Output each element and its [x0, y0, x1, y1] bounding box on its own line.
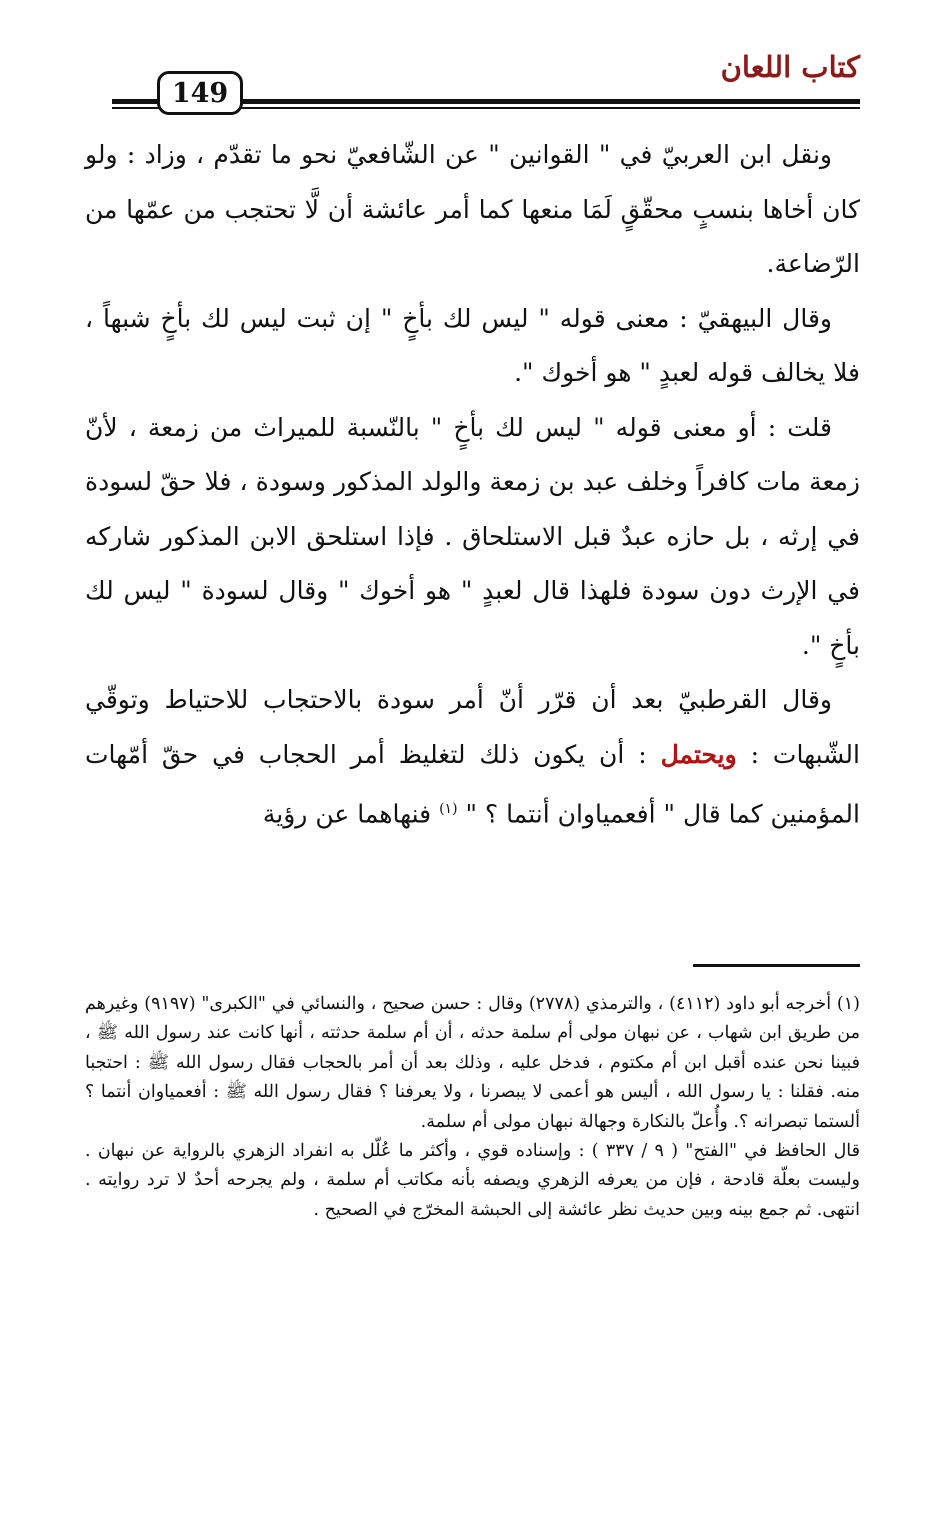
footnote-1-continuation: قال الحافظ في "الفتح" ( ٩ / ٣٣٧ ) : وإسناده قوي ، وأكثر ما عُلّل به انفراد الزهري بالرواية عن نبهان . وليست بعلّة قادحة ، فإن من يعرفه الزهري ويصفه بأنه مكاتب أم سلمة ، ولم يجرحه أحدٌ لا ترد روايته . انتهى. ثم جمع بينه وبين حديث نظر عائشة إلى الحبشة المخرّج في الصحيح .	[85, 1141, 860, 1220]
paragraph-4-part-a: وقال القرطبيّ بعد أن قرّر أنّ أمر سودة بالاحتجاب للاحتياط وتوقّي الشّبهات :	[85, 685, 860, 769]
paragraph-3: قلت : أو معنى قوله " ليس لك بأخٍ " بالنّسبة للميراث من زمعة ، لأنّ زمعة مات كافراً وخلف عبد بن زمعة والولد المذكور وسودة ، فلا حقّ لسودة في إرثه ، بل حازه عبدٌ قبل الاستلحاق . فإذا استلحق الابن المذكور شاركه في الإرث دون سودة فلهذا قال لعبدٍ " هو أخوك " وقال لسودة " ليس لك بأخٍ ".	[85, 412, 860, 660]
page-header	[0, 0, 945, 120]
page-number: 149	[171, 77, 229, 109]
paragraph-4	[85, 673, 860, 842]
footnotes	[85, 990, 860, 1225]
main-text	[85, 128, 860, 842]
footnote-reference: (١)	[439, 801, 458, 817]
chapter-title: كتاب اللعان	[720, 50, 860, 84]
paragraph-2: وقال البيهقيّ : معنى قوله " ليس لك بأخٍ " إن ثبت ليس لك بأخٍ شبهاً ، فلا يخالف قوله لعبدٍ " هو أخوك ".	[85, 303, 860, 387]
page-number-box	[157, 71, 243, 115]
paragraph-4-part-c: فنهاهما عن رؤية	[262, 799, 432, 829]
footnote-separator	[693, 964, 860, 967]
highlighted-word: ويحتمل	[660, 739, 737, 769]
footnote-1: (١) أخرجه أبو داود (٤١١٢) ، والترمذي (٢٧٧٨) وقال : حسن صحيح ، والنسائي في "الكبرى" (٩١٩٧) وغيرهم من طريق ابن شهاب ، عن نبهان مولى أم سلمة حدثه ، أن أم سلمة حدثته ، أنها كانت عند رسول الله ﷺ ، فبينا نحن عنده أقبل ابن أم مكتوم ، فدخل عليه ، وذلك بعد أن أمر بالحجاب فقال رسول الله ﷺ : احتجبا منه. فقلنا : يا رسول الله ، أليس هو أعمى لا يبصرنا ، ولا يعرفنا ؟ فقال رسول الله ﷺ : أفعمياوان أنتما ؟ ألستما تبصرانه ؟. وأُعلّ بالنكارة وجهالة نبهان مولى أم سلمة.	[85, 994, 860, 1132]
paragraph-1: ونقل ابن العربيّ في " القوانين " عن الشّافعيّ نحو ما تقدّم ، وزاد : ولو كان أخاها بنسبٍ محقّقٍ لَمَا منعها كما أمر عائشة أن لَّا تحتجب من عمّها من الرّضاعة.	[85, 140, 860, 278]
paragraph-4-part-b: : أن يكون ذلك لتغليظ أمر الحجاب في حقّ أمّهات المؤمنين كما قال " أفعمياوان أنتما ؟ "	[85, 739, 860, 829]
